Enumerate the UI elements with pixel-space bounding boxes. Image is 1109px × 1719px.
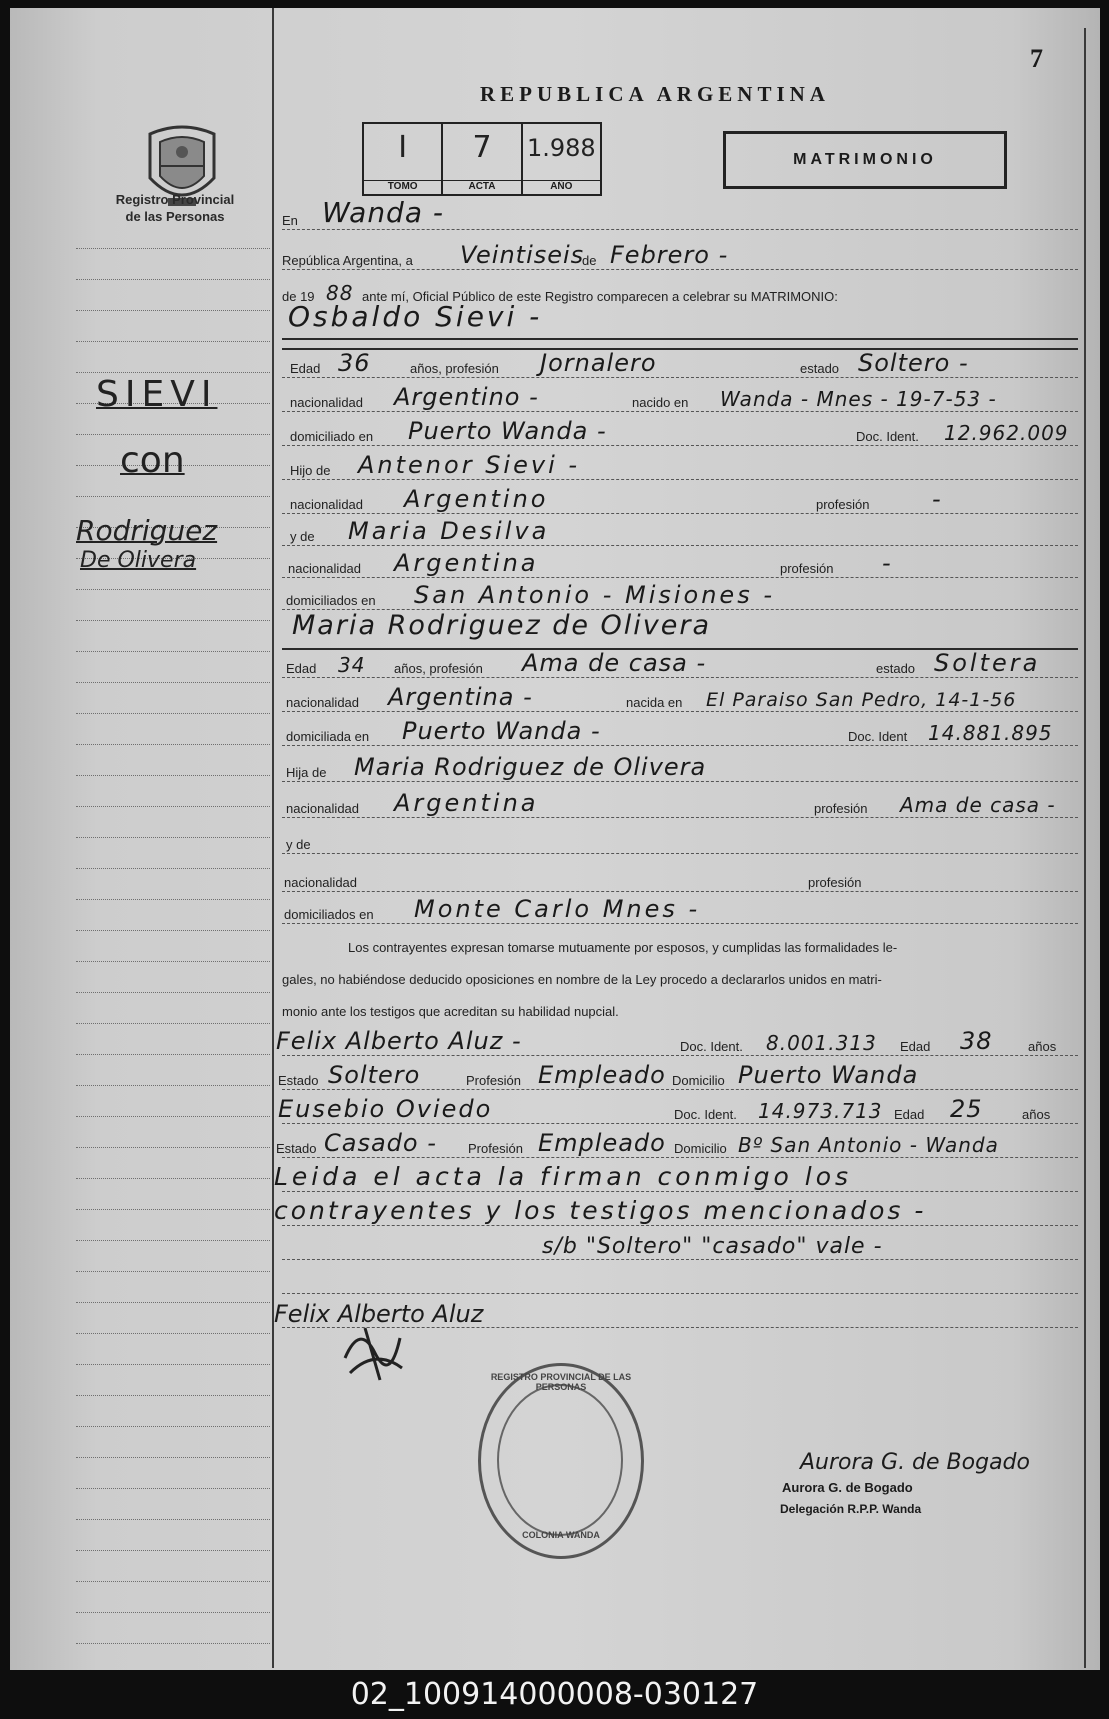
groom-domicile: Puerto Wanda - [408, 417, 607, 445]
tomo-label: TOMO [364, 180, 441, 192]
margin-rule [76, 248, 270, 249]
margin-rule [76, 1271, 270, 1272]
ante-text: ante mí, Oficial Público de este Registro comparecen a celebrar su MATRIMONIO: [362, 289, 838, 304]
witness2-name: Eusebio Oviedo [278, 1095, 493, 1123]
anios-prof-label: años, profesión [410, 361, 499, 376]
document-sheet [10, 8, 1100, 1670]
closing-line1: Leida el acta la firman conmigo los [274, 1162, 853, 1191]
profesion-label: profesión [814, 801, 868, 816]
bride-doc: 14.881.895 [928, 721, 1053, 745]
year-label: AÑO [523, 180, 600, 192]
domiciliado-label: domiciliado en [290, 429, 374, 444]
groom-nationality: Argentino - [394, 383, 539, 411]
row-groom-domicile [282, 416, 1078, 450]
row-closing2 [274, 1196, 1078, 1230]
nacionalidad-label: nacionalidad [290, 497, 364, 512]
right-border-rule [1084, 28, 1086, 1668]
groom-profession: Jornalero [540, 349, 657, 377]
margin-rule [76, 1116, 270, 1117]
declaration-line3: monio ante los testigos que acreditan su habilidad nupcial. [282, 1004, 619, 1019]
margin-rule [76, 1333, 270, 1334]
row-groom-mother-nat [282, 548, 1078, 582]
margin-rule [76, 1054, 270, 1055]
year-prefix: de 19 [282, 289, 315, 304]
tomo-acta-year-box [362, 122, 602, 196]
margin-rule [76, 992, 270, 993]
margin-rule [76, 744, 270, 745]
margin-rule [76, 961, 270, 962]
acta-cell [443, 124, 522, 194]
margin-rule [76, 434, 270, 435]
official-name: Aurora G. de Bogado [782, 1480, 913, 1495]
domiciliados-label: domiciliados en [286, 593, 376, 608]
seal-text: REGISTRO PROVINCIAL DE LAS PERSONAS [490, 1372, 632, 1392]
row-groom-father [282, 450, 1078, 484]
estado-label: Estado [278, 1073, 319, 1088]
margin-rule [76, 1488, 270, 1489]
hija-label: Hija de [286, 765, 327, 780]
profesion-label: profesión [780, 561, 834, 576]
margin-rule [76, 806, 270, 807]
margin-rule [76, 1147, 270, 1148]
witness1-domicile: Puerto Wanda [738, 1061, 919, 1089]
domicilio-label: Domicilio [672, 1073, 725, 1088]
anios-prof-label: años, profesión [394, 661, 483, 676]
seal-text-bottom: COLONIA WANDA [522, 1530, 600, 1540]
tomo-value: I [398, 130, 408, 165]
hijo-label: Hijo de [290, 463, 331, 478]
tomo-cell [364, 124, 443, 194]
profesion-label: Profesión [468, 1141, 523, 1156]
margin-rule [76, 1519, 270, 1520]
margin-rule [76, 1426, 270, 1427]
margin-rule [76, 837, 270, 838]
margin-note-con: con [120, 440, 185, 481]
row-bride-nationality [282, 682, 1078, 716]
bride-domicile: Puerto Wanda - [402, 717, 601, 745]
row-bride-parents-domicile [282, 894, 1078, 928]
registry-name-line2: de las Personas [125, 209, 225, 224]
row-witness1 [276, 1026, 1078, 1060]
profesion-label: profesión [808, 875, 862, 890]
margin-rule [76, 589, 270, 590]
yde-label: y de [286, 837, 311, 852]
margin-rule [76, 279, 270, 280]
year-suffix-value: 88 [326, 281, 354, 305]
bride-mother-nationality: Argentina [394, 789, 539, 817]
bride-nationality: Argentina - [388, 683, 533, 711]
margin-rule [76, 1457, 270, 1458]
row-groom-parents-domicile [282, 580, 1078, 614]
witness2-profession: Empleado [538, 1129, 666, 1157]
republica-label: República Argentina, a [282, 253, 413, 268]
groom-doc: 12.962.009 [944, 421, 1069, 445]
groom-parents-domicile: San Antonio - Misiones - [414, 581, 775, 609]
estado-label: estado [800, 361, 840, 376]
margin-rule [76, 1581, 270, 1582]
margin-rule [76, 930, 270, 931]
nacionalidad-label: nacionalidad [288, 561, 362, 576]
domiciliada-label: domiciliada en [286, 729, 370, 744]
margin-rule [76, 1023, 270, 1024]
acta-label: ACTA [443, 180, 520, 192]
margin-rule [76, 1178, 270, 1179]
row-closing1 [274, 1162, 1078, 1196]
witness2-age: 25 [950, 1095, 983, 1123]
registry-seal [478, 1363, 644, 1559]
row-groom-father-nat [282, 484, 1078, 518]
bride-mother: Maria Rodriguez de Olivera [354, 753, 707, 781]
margin-rule [76, 1209, 270, 1210]
declaration-line2: gales, no habiéndose deducido oposiciones en nombre de la Ley procedo a declararlos unidos en matri- [282, 972, 882, 987]
closing-line2: contrayentes y los testigos mencionados - [274, 1196, 927, 1225]
estado-label: estado [876, 661, 916, 676]
margin-note-bride-surname-2: De Olivera [80, 548, 197, 573]
nacionalidad-label: nacionalidad [286, 801, 360, 816]
bride-profession: Ama de casa - [522, 649, 707, 677]
edad-label: Edad [894, 1107, 925, 1122]
margin-rule [76, 682, 270, 683]
estado-label: Estado [276, 1141, 317, 1156]
row-witness2-details [276, 1128, 1078, 1162]
bride-age: 34 [338, 653, 366, 677]
profesion-label: profesión [816, 497, 870, 512]
declaration-line1: Los contrayentes expresan tomarse mutuamente por esposos, y cumplidas las formalidades le- [348, 940, 898, 955]
doc-label: Doc. Ident. [856, 429, 919, 444]
row-groom-name [282, 300, 1078, 338]
scribble-signature-icon [340, 1318, 410, 1388]
bride-mother-profession: Ama de casa - [900, 793, 1056, 817]
groom-age: 36 [338, 349, 371, 377]
edad-label: Edad [900, 1039, 931, 1054]
groom-father-nationality: Argentino [404, 485, 549, 513]
margin-column [72, 8, 274, 1668]
domicilio-label: Domicilio [674, 1141, 727, 1156]
domiciliados-label: domiciliados en [284, 907, 374, 922]
margin-rule [76, 1395, 270, 1396]
row-date [282, 240, 1078, 274]
margin-rule [76, 775, 270, 776]
margin-rule [76, 868, 270, 869]
groom-status: Soltero - [858, 349, 969, 377]
image-id-caption: 02_100914000008-030127 [350, 1677, 759, 1712]
nacido-label: nacido en [632, 395, 689, 410]
margin-rule [76, 341, 270, 342]
nacida-label: nacida en [626, 695, 683, 710]
groom-name: Osbaldo Sievi - [288, 300, 543, 333]
en-value: Wanda - [322, 196, 444, 229]
row-en [282, 196, 1078, 234]
margin-rule [76, 310, 270, 311]
row-groom-mother [282, 516, 1078, 550]
row-blank [282, 1264, 1078, 1298]
margin-rule [76, 651, 270, 652]
margin-rule [76, 372, 270, 373]
witness1-name: Felix Alberto Aluz - [276, 1027, 522, 1055]
groom-father: Antenor Sievi - [358, 451, 581, 479]
divider [282, 338, 1078, 340]
acta-value: 7 [472, 130, 492, 165]
margin-rule [76, 1550, 270, 1551]
record-type-box: MATRIMONIO [723, 131, 1007, 189]
bride-status: Soltera [934, 649, 1041, 677]
month-value: Febrero - [610, 241, 729, 269]
groom-mother-profession: - [882, 549, 892, 577]
doc-label: Doc. Ident [848, 729, 908, 744]
page-number: 7 [1030, 44, 1043, 73]
registry-name-line1: Registro Provincial [115, 192, 235, 207]
year-value: 1.988 [526, 134, 596, 162]
margin-rule [76, 1302, 270, 1303]
row-witness2 [278, 1094, 1078, 1128]
witness-signature: Felix Alberto Aluz [274, 1300, 484, 1328]
margin-rule [76, 620, 270, 621]
margin-rule [76, 899, 270, 900]
country-heading: REPUBLICA ARGENTINA [480, 82, 830, 106]
doc-label: Doc. Ident. [674, 1107, 737, 1122]
groom-birthplace: Wanda - Mnes - 19-7-53 - [720, 387, 997, 411]
witness2-domicile: Bº San Antonio - Wanda [738, 1133, 999, 1157]
margin-rule [76, 1612, 270, 1613]
row-bride-age [282, 648, 1078, 682]
row-bride-domicile [282, 716, 1078, 750]
margin-note-surname: SIEVI [96, 374, 218, 415]
official-signature: Aurora G. de Bogado [800, 1450, 1030, 1475]
groom-father-profession: - [932, 485, 942, 513]
official-office: Delegación R.P.P. Wanda [780, 1502, 922, 1516]
witness1-doc: 8.001.313 [766, 1031, 877, 1055]
edad-label: Edad [286, 661, 317, 676]
row-groom-age [282, 348, 1078, 382]
margin-note-bride-surname: Rodriguez [76, 514, 218, 547]
bride-name: Maria Rodriguez de Olivera [292, 610, 712, 641]
en-label: En [282, 213, 298, 228]
groom-mother: Maria Desilva [348, 517, 550, 545]
anios-label: años [1022, 1107, 1051, 1122]
nacionalidad-label: nacionalidad [290, 395, 364, 410]
year-cell [523, 124, 600, 194]
witness2-doc: 14.973.713 [758, 1099, 883, 1123]
row-bride-father-nat [282, 862, 1078, 896]
witness1-age: 38 [960, 1027, 993, 1055]
yde-label: y de [290, 529, 315, 544]
margin-rule [76, 1364, 270, 1365]
margin-rule [76, 1085, 270, 1086]
witness2-status: Casado - [324, 1129, 437, 1157]
edad-label: Edad [290, 361, 321, 376]
doc-label: Doc. Ident. [680, 1039, 743, 1054]
anios-label: años [1028, 1039, 1057, 1054]
day-value: Veintiseis [460, 241, 585, 269]
de-label: de [582, 253, 597, 268]
nacionalidad-label: nacionalidad [286, 695, 360, 710]
row-bride-father [282, 824, 1078, 858]
witness1-profession: Empleado [538, 1061, 666, 1089]
row-closing3 [282, 1230, 1078, 1264]
witness1-status: Soltero [328, 1061, 421, 1089]
bride-birthplace: El Paraiso San Pedro, 14-1-56 [706, 689, 1017, 711]
row-bride-mother [282, 752, 1078, 786]
row-bride-mother-nat [282, 788, 1078, 822]
nacionalidad-label: nacionalidad [284, 875, 358, 890]
closing-line3: s/b "Soltero" "casado" vale - [542, 1234, 883, 1259]
margin-rule [76, 1240, 270, 1241]
row-bride-name [282, 612, 1078, 646]
margin-rule [76, 1643, 270, 1644]
margin-rule [76, 713, 270, 714]
bride-parents-domicile: Monte Carlo Mnes - [414, 895, 701, 923]
row-witness1-details [278, 1060, 1078, 1094]
margin-rule [76, 496, 270, 497]
profesion-label: Profesión [466, 1073, 521, 1088]
groom-mother-nationality: Argentina [394, 549, 539, 577]
row-groom-nationality [282, 382, 1078, 416]
